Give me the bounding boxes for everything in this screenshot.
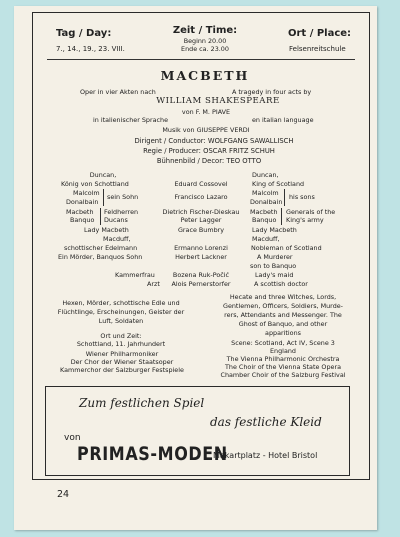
cast-de: König von Schottland [61,180,129,188]
cast-singer: Dietrich Fischer-Dieskau [162,208,240,216]
cast-en: Macbeth [250,208,278,216]
cast-de: Malcolm [73,189,100,197]
cast-en: A Murderer [257,253,293,261]
cast-de: Kammerfrau [115,271,155,279]
cast-de: Arzt [147,280,160,288]
orchestra-en-line: The Choir of the Vienna State Opera [225,363,341,371]
language-de: in italienischer Sprache [93,116,168,124]
language-en: en italian language [252,116,314,124]
day-value: 7., 14., 19., 23. VIII. [56,45,125,53]
conductor: Dirigent / Conductor: WOLFGANG SAWALLISCH [134,137,294,145]
cast-singer: Ermanno Lorenzi [174,244,228,252]
cast-de: Duncan, [89,171,117,179]
cast-singer: Herbert Lackner [175,253,227,261]
cast-en: Lady Macbeth [252,226,297,234]
brace-label: sein Sohn [107,193,139,201]
time-end: Ende ca. 23.00 [181,45,229,53]
cast-singer: Eduard Cossovel [174,180,228,188]
cast-de: Macbeth [66,208,94,216]
page-number: 24 [57,489,70,500]
decor: Bühnenbild / Decor: TEO OTTO [156,157,262,165]
brace-label: Ducans [104,216,128,224]
chorus-en-line: Ghost of Banquo, and other [238,320,328,328]
brace-label: his sons [289,193,315,201]
chorus-de-line: Flüchtlinge, Erscheinungen, Geister der [57,308,185,316]
cast-de: schottischer Edelmann [64,244,138,252]
cast-en: Malcolm [252,189,279,197]
chorus-en-line: Hecate and three Witches, Lords, [229,293,337,301]
header-divider [47,59,355,60]
scene-en-line: Scene: Scotland, Act IV, Scene 3 [231,339,335,347]
opera-title: MACBETH [160,68,250,83]
cast-en: King of Scotland [252,180,305,188]
orchestra-de-line: Wiener Philharmoniker [85,350,159,358]
cast-de: Donalbain [66,198,99,206]
ad-slogan-line1: Zum festlichen Spiel [79,396,205,410]
cast-de: Lady Macbeth [84,226,129,234]
composer: Musik von GIUSEPPE VERDI [162,126,250,134]
chorus-en-line: rers, Attendants and Messenger. The [224,311,342,319]
ad-slogan-line2: das festliche Kleid [210,415,322,429]
subtitle-en: A tragedy in four acts by [232,88,312,96]
cast-singer: Bozena Ruk-Počić [172,271,230,279]
orchestra-de-line: Kammerchor der Salzburger Festspiele [60,366,184,374]
orchestra-en-line: Chamber Choir of the Salzburg Festival [220,371,346,379]
cast-en: Donalbain [250,198,283,206]
brace-label: Generals of the [286,208,336,216]
chorus-en-line: Gentlemen, Officers, Soldiers, Murde- [223,302,343,310]
ad-von: von [64,433,81,443]
chorus-de-line: Luft, Soldaten [98,317,144,325]
place-label: Ort / Place: [288,28,352,39]
cast-singer: Grace Bumbry [177,226,225,234]
cast-en: Nobleman of Scotland [251,244,322,252]
cast-en: Lady's maid [255,271,294,279]
cast-de: Banquo [70,216,95,224]
day-label: Tag / Day: [56,28,112,39]
scene-de-line: Schottland, 11. Jahrhundert [76,340,166,348]
brace-line [103,189,104,206]
brace-label: King's army [286,216,324,224]
orchestra-en-line: The Vienna Philharmonic Orchestra [226,355,340,363]
ad-address: Makartplatz - Hotel Bristol [213,451,318,460]
time-label: Zeit / Time: [172,25,238,36]
librettist: von F. M. PIAVE [181,108,231,116]
cast-de: Macduff, [103,235,131,243]
cast-en: Macduff, [252,235,280,243]
cast-de: Ein Mörder, Banquos Sohn [58,253,143,261]
place-value: Felsenreitschule [289,45,346,53]
time-begin: Beginn 20.00 [183,37,227,45]
brace-label: Feldherren [104,208,139,216]
cast-en: son to Banquo [250,262,297,270]
cast-en: A scottish doctor [254,280,308,288]
brace-line [100,208,101,225]
cast-en: Duncan, [252,171,279,179]
chorus-en-line: apparitions [265,329,301,337]
scene-en-line: England [270,347,296,355]
chorus-de-line: Hexen, Mörder, schottische Edle und [62,299,180,307]
orchestra-de-line: Der Chor der Wiener Staatsoper [70,358,174,366]
producer: Regie / Producer: OSCAR FRITZ SCHUH [143,147,275,155]
cast-singer: Peter Lagger [180,216,222,224]
subtitle-de: Oper in vier Akten nach [80,88,156,96]
cast-en: Banquo [252,216,277,224]
scene-de-line: Ort und Zeit: [100,332,142,340]
cast-singer: Francisco Lazaro [174,193,228,201]
brace-line [284,189,285,206]
author: WILLIAM SHAKESPEARE [156,96,280,106]
ad-brand: PRIMAS-MODEN [77,442,228,465]
cast-singer: Alois Pernerstorfer [171,280,231,288]
brace-line [281,208,282,225]
